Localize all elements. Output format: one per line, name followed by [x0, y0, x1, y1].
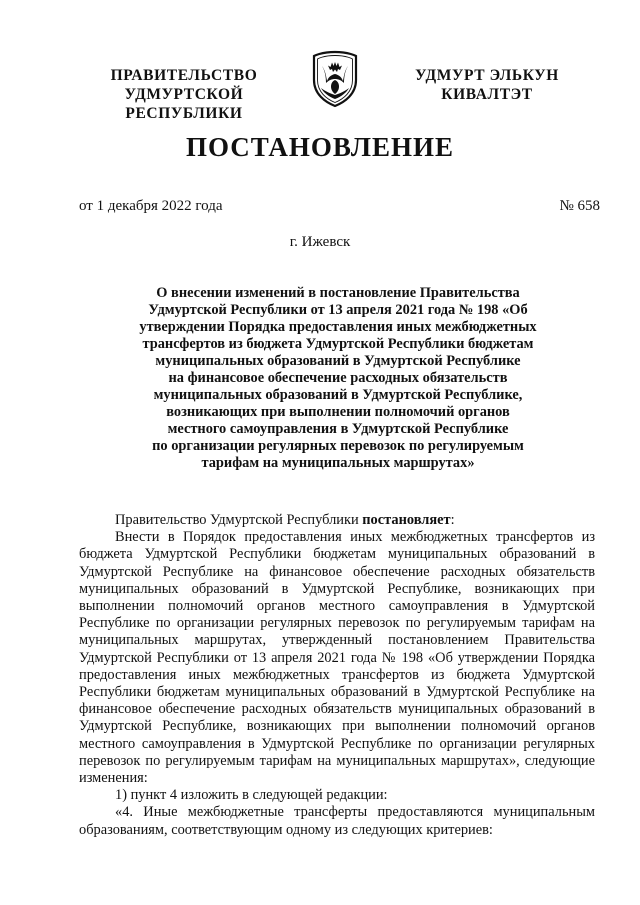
subject-line: на финансовое обеспечение расходных обязательств [168, 370, 508, 386]
subject-line: О внесении изменений в постановление Правительства [156, 285, 520, 301]
body-paragraph-2: 1) пункт 4 изложить в следующей редакции: [115, 787, 388, 804]
subject-line: местного самоуправления в Удмуртской Республике [167, 421, 509, 437]
issuer-line: УДМУРТ ЭЛЬКУН [415, 67, 559, 84]
issuer-line: УДМУРТСКОЙ РЕСПУБЛИКИ [124, 86, 244, 122]
subject-line: муниципальных образований в Удмуртской Республике [155, 353, 521, 369]
intro-bold-verb: постановляет [362, 512, 451, 528]
document-city: г. Ижевск [289, 234, 351, 250]
intro-colon: : [450, 512, 455, 528]
document-number: № 658 [559, 198, 600, 214]
issuer-name-udmurt [382, 66, 592, 104]
subject-line: муниципальных образований в Удмуртской Республике, [153, 387, 523, 403]
issuer-line: КИВАЛТЭТ [441, 86, 533, 103]
subject-line: Удмуртской Республики от 13 апреля 2021 года № 198 «Об [148, 302, 528, 318]
subject-line: возникающих при выполнении полномочий органов [166, 404, 510, 420]
subject-line: тарифам на муниципальных маршрутах» [201, 455, 475, 471]
document-title: ПОСТАНОВЛЕНИЕ [185, 132, 455, 162]
body-paragraph-1: Внести в Порядок предоставления иных межбюджетных трансфертов из бюджета Удмуртской Республики бюджетам муниципальных образований в Удмуртской Республике на финансовое обеспечение расходных обязательств муниципальных образований в Удмуртской Республике, возникающих при выполнении полномочий органов местного самоуправления в Удмуртской Республике по организации регулярных перевозок по регулируемым тарифам на муниципальных маршрутах, утвержденный постановлением Правительства Удмуртской Республики от 13 апреля 2021 года № 198 «Об утверждении Порядка предоставления иных межбюджетных трансфертов из бюджета Удмуртской Республики бюджетам муниципальных образований в Удмуртской Республике на финансовое обеспечение расходных обязательств муниципальных образований в Удмуртской Республике, возникающих при выполнении полномочий органов местного самоуправления в Удмуртской Республике по организации регулярных перевозок по регулируемым тарифам на муниципальных маршрутах», следующие изменения: [79, 529, 595, 787]
subject-line: по организации регулярных перевозок по регулируемым [152, 438, 524, 454]
issuer-line: ПРАВИТЕЛЬСТВО [110, 67, 258, 84]
document-subject [118, 285, 558, 472]
document-date: от 1 декабря 2022 года [79, 198, 223, 214]
intro-paragraph [79, 512, 595, 529]
document-body [79, 512, 595, 839]
udmurt-coat-of-arms-icon [311, 50, 359, 108]
subject-line: утверждении Порядка предоставления иных межбюджетных [139, 319, 537, 335]
body-paragraph-3: «4. Иные межбюджетные трансферты предоставляются муниципальным образованиям, соответствующим одному из следующих критериев: [79, 804, 595, 838]
issuer-name-russian [64, 66, 304, 123]
subject-line: трансфертов из бюджета Удмуртской Республики бюджетам [142, 336, 534, 352]
intro-text: Правительство Удмуртской Республики [115, 512, 363, 528]
